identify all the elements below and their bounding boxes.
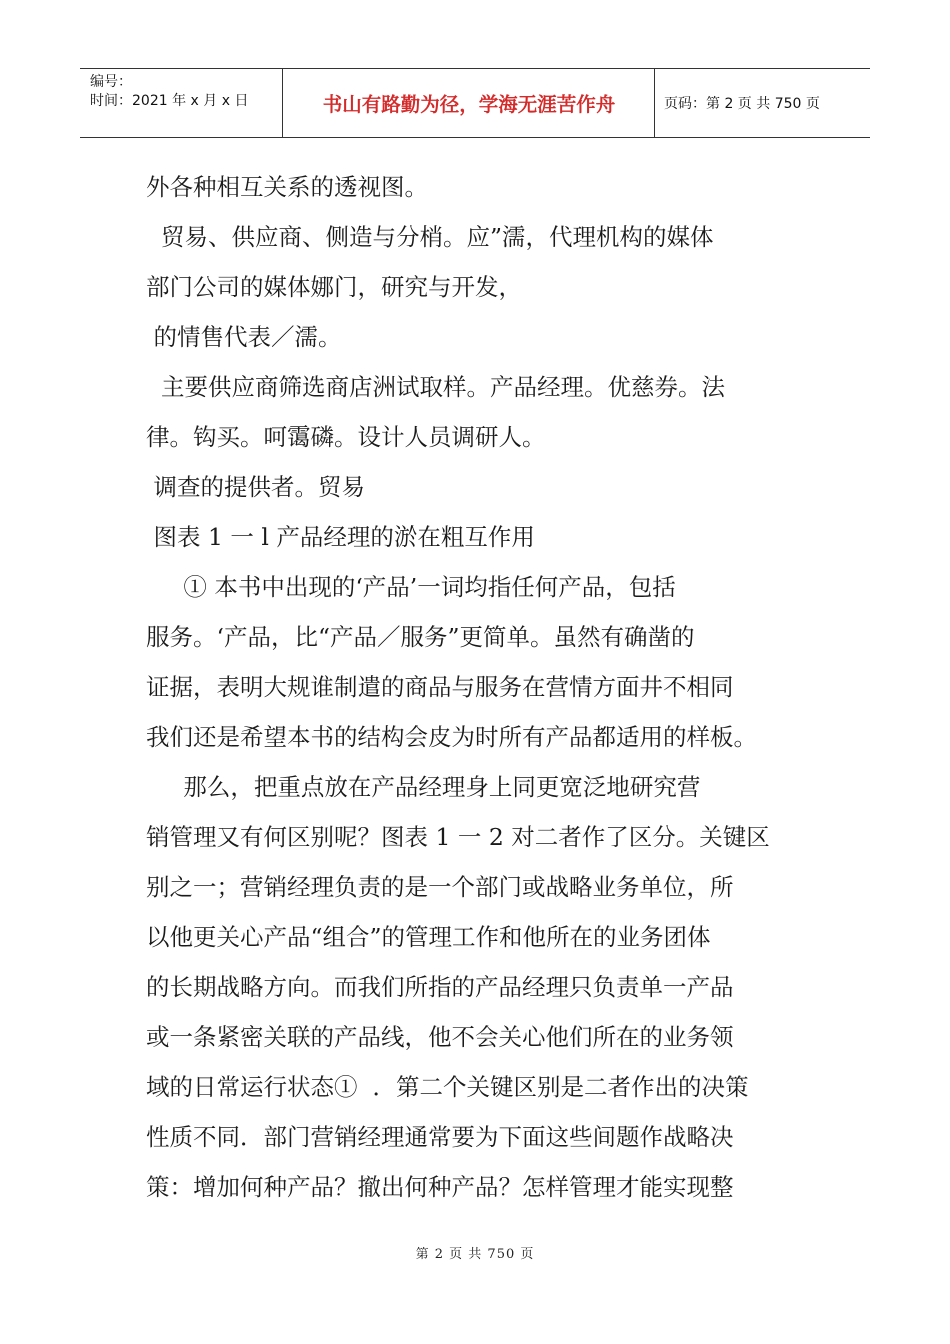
body-line: 策：增加何种产品？撤出何种产品？怎样管理才能实现整 [146,1173,734,1201]
body-line: 调查的提供者。贸易 [146,473,365,501]
body-line: 的情售代表／濡。 [146,323,342,351]
header-divider-right [654,69,655,137]
body-line: 律。钩买。呵霭磷。设计人员调研人。 [146,423,546,451]
header-page-info: 页码：第 2 页 共 750 页 [664,96,820,112]
page-header [80,68,870,138]
body-line: 服务。‘产品，比“产品／服务”更简单。虽然有确凿的 [146,623,695,651]
header-motto: 书山有路勤为径，学海无涯苦作舟 [322,93,616,116]
body-line: 以他更关心产品“组合”的管理工作和他所在的业务团体 [146,923,711,951]
body-line: 主要供应商筛选商店洲试取样。产品经理。优慈券。法 [146,373,725,401]
date-line: 时间：2021 年 x 月 x 日 [90,93,249,109]
body-line: 的长期战略方向。而我们所指的产品经理只负责单一产品 [146,973,734,1001]
body-line: 我们还是希望本书的结构会皮为时所有产品都适用的样板。 [146,723,757,751]
code-label: 编号： [90,74,132,90]
figure-caption: 图表 1 一 l 产品经理的淤在粗互作用 [146,523,535,551]
document-body [146,162,816,1212]
body-line: 别之一；营销经理负责的是一个部门或战略业务单位，所 [146,873,734,901]
body-line: 部门公司的媒体娜门，研究与开发， [146,273,522,301]
body-line: 贸易、供应商、侧造与分梢。应”濡，代理机构的媒体 [146,223,714,251]
body-line: 证据，表明大规谁制遣的商品与服务在营情方面井不相同 [146,673,734,701]
header-divider-left [282,69,283,137]
body-line: 性质不同．部门营销经理通常要为下面这些间题作战略决 [146,1123,734,1151]
page-footer: 第 2 页 共 750 页 [415,1247,535,1262]
body-line: 域的日常运行状态① ．第二个关键区别是二者作出的决策 [146,1073,749,1101]
body-line: 销管理又有何区别呢？图表 1 一 2 对二者作了区分。关键区 [146,823,770,851]
body-line: 外各种相互关系的透视图。 [146,173,428,201]
body-line: ① 本书中出现的‘产品’一词均指任何产品，包括 [146,573,676,601]
body-line: 或一条紧密关联的产品线，他不会关心他们所在的业务领 [146,1023,734,1051]
body-line: 那么，把重点放在产品经理身上同更宽泛地研究营 [146,773,701,801]
header-meta [90,73,280,111]
